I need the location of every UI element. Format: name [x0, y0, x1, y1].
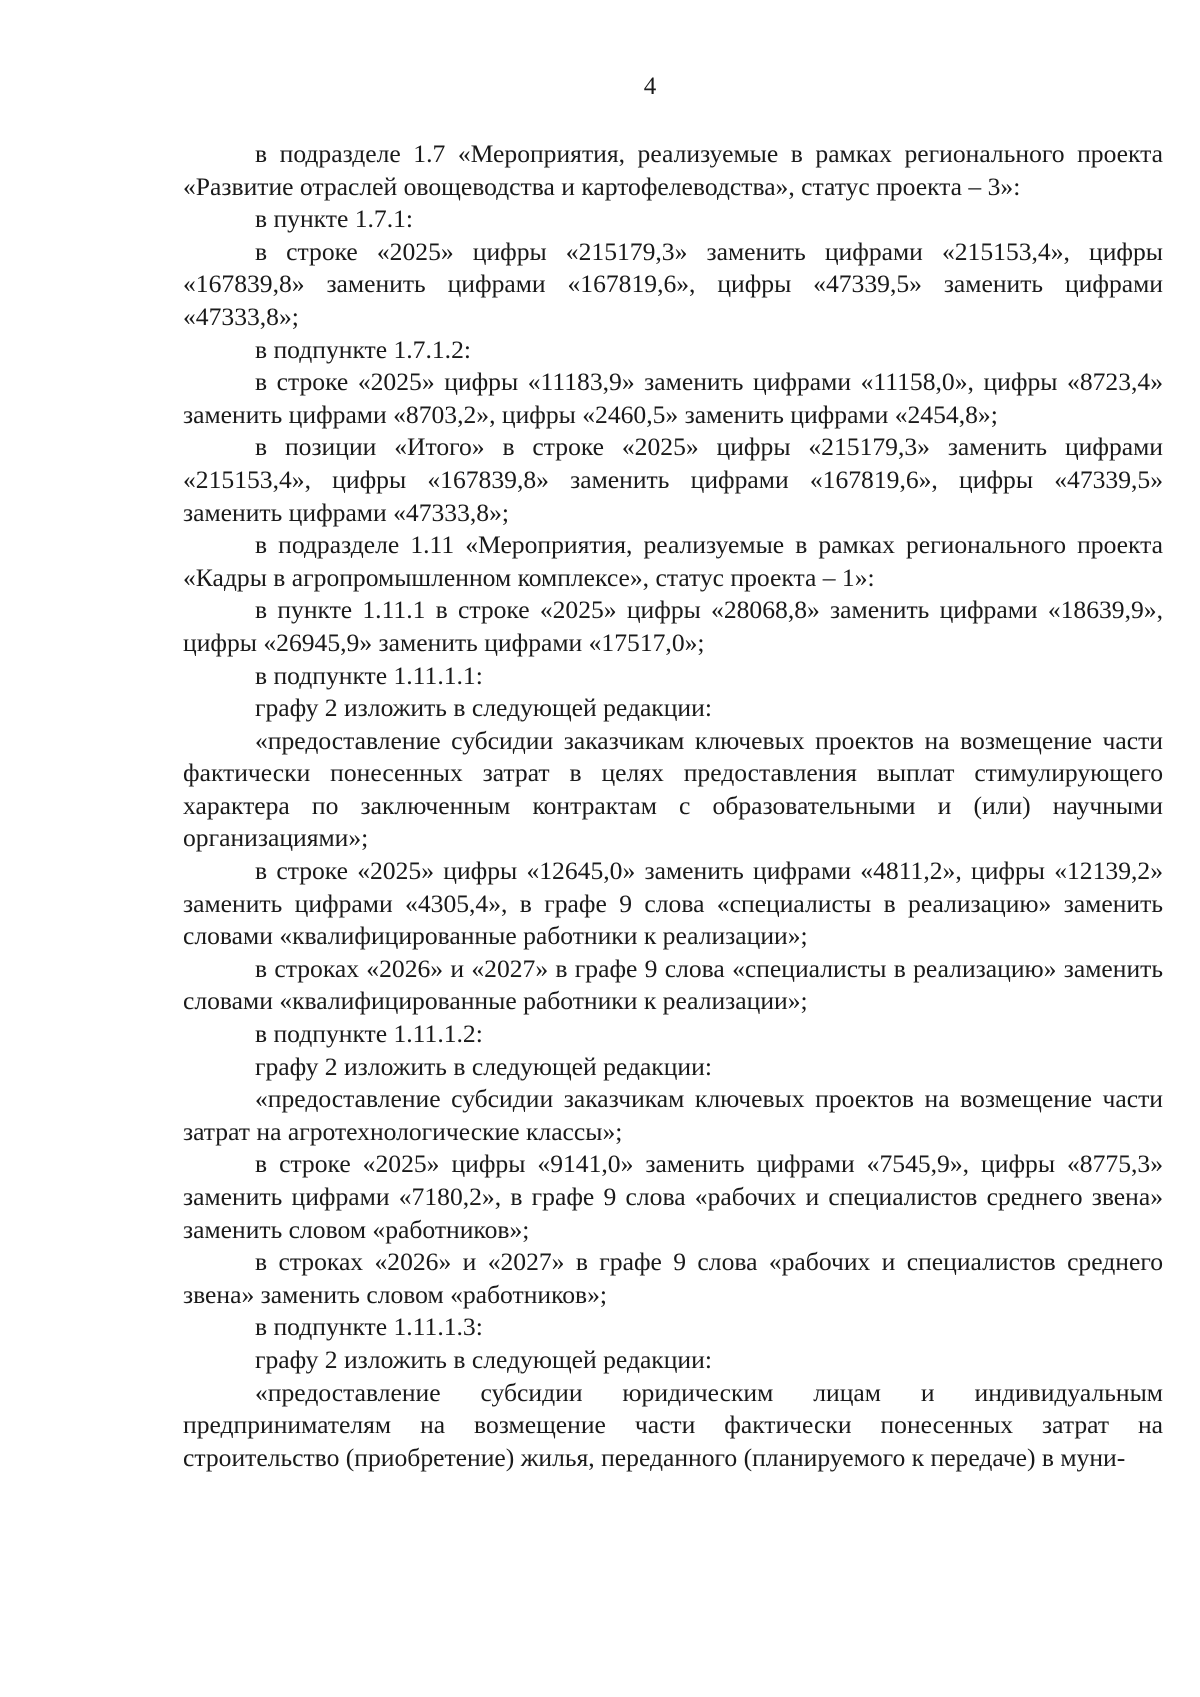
paragraph: в пункте 1.7.1: — [255, 204, 414, 234]
paragraph: графу 2 изложить в следующей редакции: — [255, 1051, 712, 1081]
paragraph: «предоставление субсидии заказчикам ключевых проектов на возмещение части фактически понесенных затрат в целях предоставления выплат стимулирующего характера по заключенным контрактам с образовательными и (или) научными организациями»; — [183, 725, 1163, 853]
document-body — [183, 138, 1163, 1474]
paragraph: в подпункте 1.11.1.3: — [255, 1312, 483, 1342]
paragraph: графу 2 изложить в следующей редакции: — [255, 693, 712, 723]
paragraph: в подразделе 1.7 «Мероприятия, реализуемые в рамках регионального проекта «Развитие отраслей овощеводства и картофелеводства», статус проекта – 3»: — [183, 139, 1163, 201]
paragraph: в строке «2025» цифры «12645,0» заменить цифрами «4811,2», цифры «12139,2» заменить цифрами «4305,4», в графе 9 слова «специалисты в реализацию» заменить словами «квалифицированные работники к реализации»; — [183, 856, 1163, 951]
paragraph: в подпункте 1.11.1.1: — [255, 660, 483, 690]
paragraph: в строках «2026» и «2027» в графе 9 слова «рабочих и специалистов среднего звена» заменить словом «работников»; — [183, 1247, 1163, 1309]
paragraph: в пункте 1.11.1 в строке «2025» цифры «28068,8» заменить цифрами «18639,9», цифры «26945,9» заменить цифрами «17517,0»; — [183, 595, 1163, 657]
paragraph: в подпункте 1.7.1.2: — [255, 334, 471, 364]
paragraph: графу 2 изложить в следующей редакции: — [255, 1344, 712, 1374]
paragraph: в подпункте 1.11.1.2: — [255, 1019, 483, 1049]
paragraph: «предоставление субсидии юридическим лицам и индивидуальным предпринимателям на возмещение части фактически понесенных затрат на строительство (приобретение) жилья, переданного (планируемого к передаче) в муни- — [183, 1377, 1163, 1472]
page-number: 4 — [643, 73, 657, 100]
paragraph: в позиции «Итого» в строке «2025» цифры «215179,3» заменить цифрами «215153,4», цифры «167839,8» заменить цифрами «167819,6», цифры «47339,5» заменить цифрами «47333,8»; — [183, 432, 1163, 527]
paragraph: в подразделе 1.11 «Мероприятия, реализуемые в рамках регионального проекта «Кадры в агропромышленном комплексе», статус проекта – 1»: — [183, 530, 1163, 592]
paragraph: в строке «2025» цифры «9141,0» заменить цифрами «7545,9», цифры «8775,3» заменить цифрами «7180,2», в графе 9 слова «рабочих и специалистов среднего звена» заменить словом «работников»; — [183, 1149, 1163, 1244]
paragraph: в строках «2026» и «2027» в графе 9 слова «специалисты в реализацию» заменить словами «квалифицированные работники к реализации»; — [183, 953, 1163, 1016]
paragraph: «предоставление субсидии заказчикам ключевых проектов на возмещение части затрат на агротехнологические классы»; — [183, 1084, 1163, 1146]
paragraph: в строке «2025» цифры «11183,9» заменить цифрами «11158,0», цифры «8723,4» заменить цифрами «8703,2», цифры «2460,5» заменить цифрами «2454,8»; — [183, 367, 1163, 429]
paragraph: в строке «2025» цифры «215179,3» заменить цифрами «215153,4», цифры «167839,8» заменить цифрами «167819,6», цифры «47339,5» заменить цифрами «47333,8»; — [183, 236, 1163, 331]
